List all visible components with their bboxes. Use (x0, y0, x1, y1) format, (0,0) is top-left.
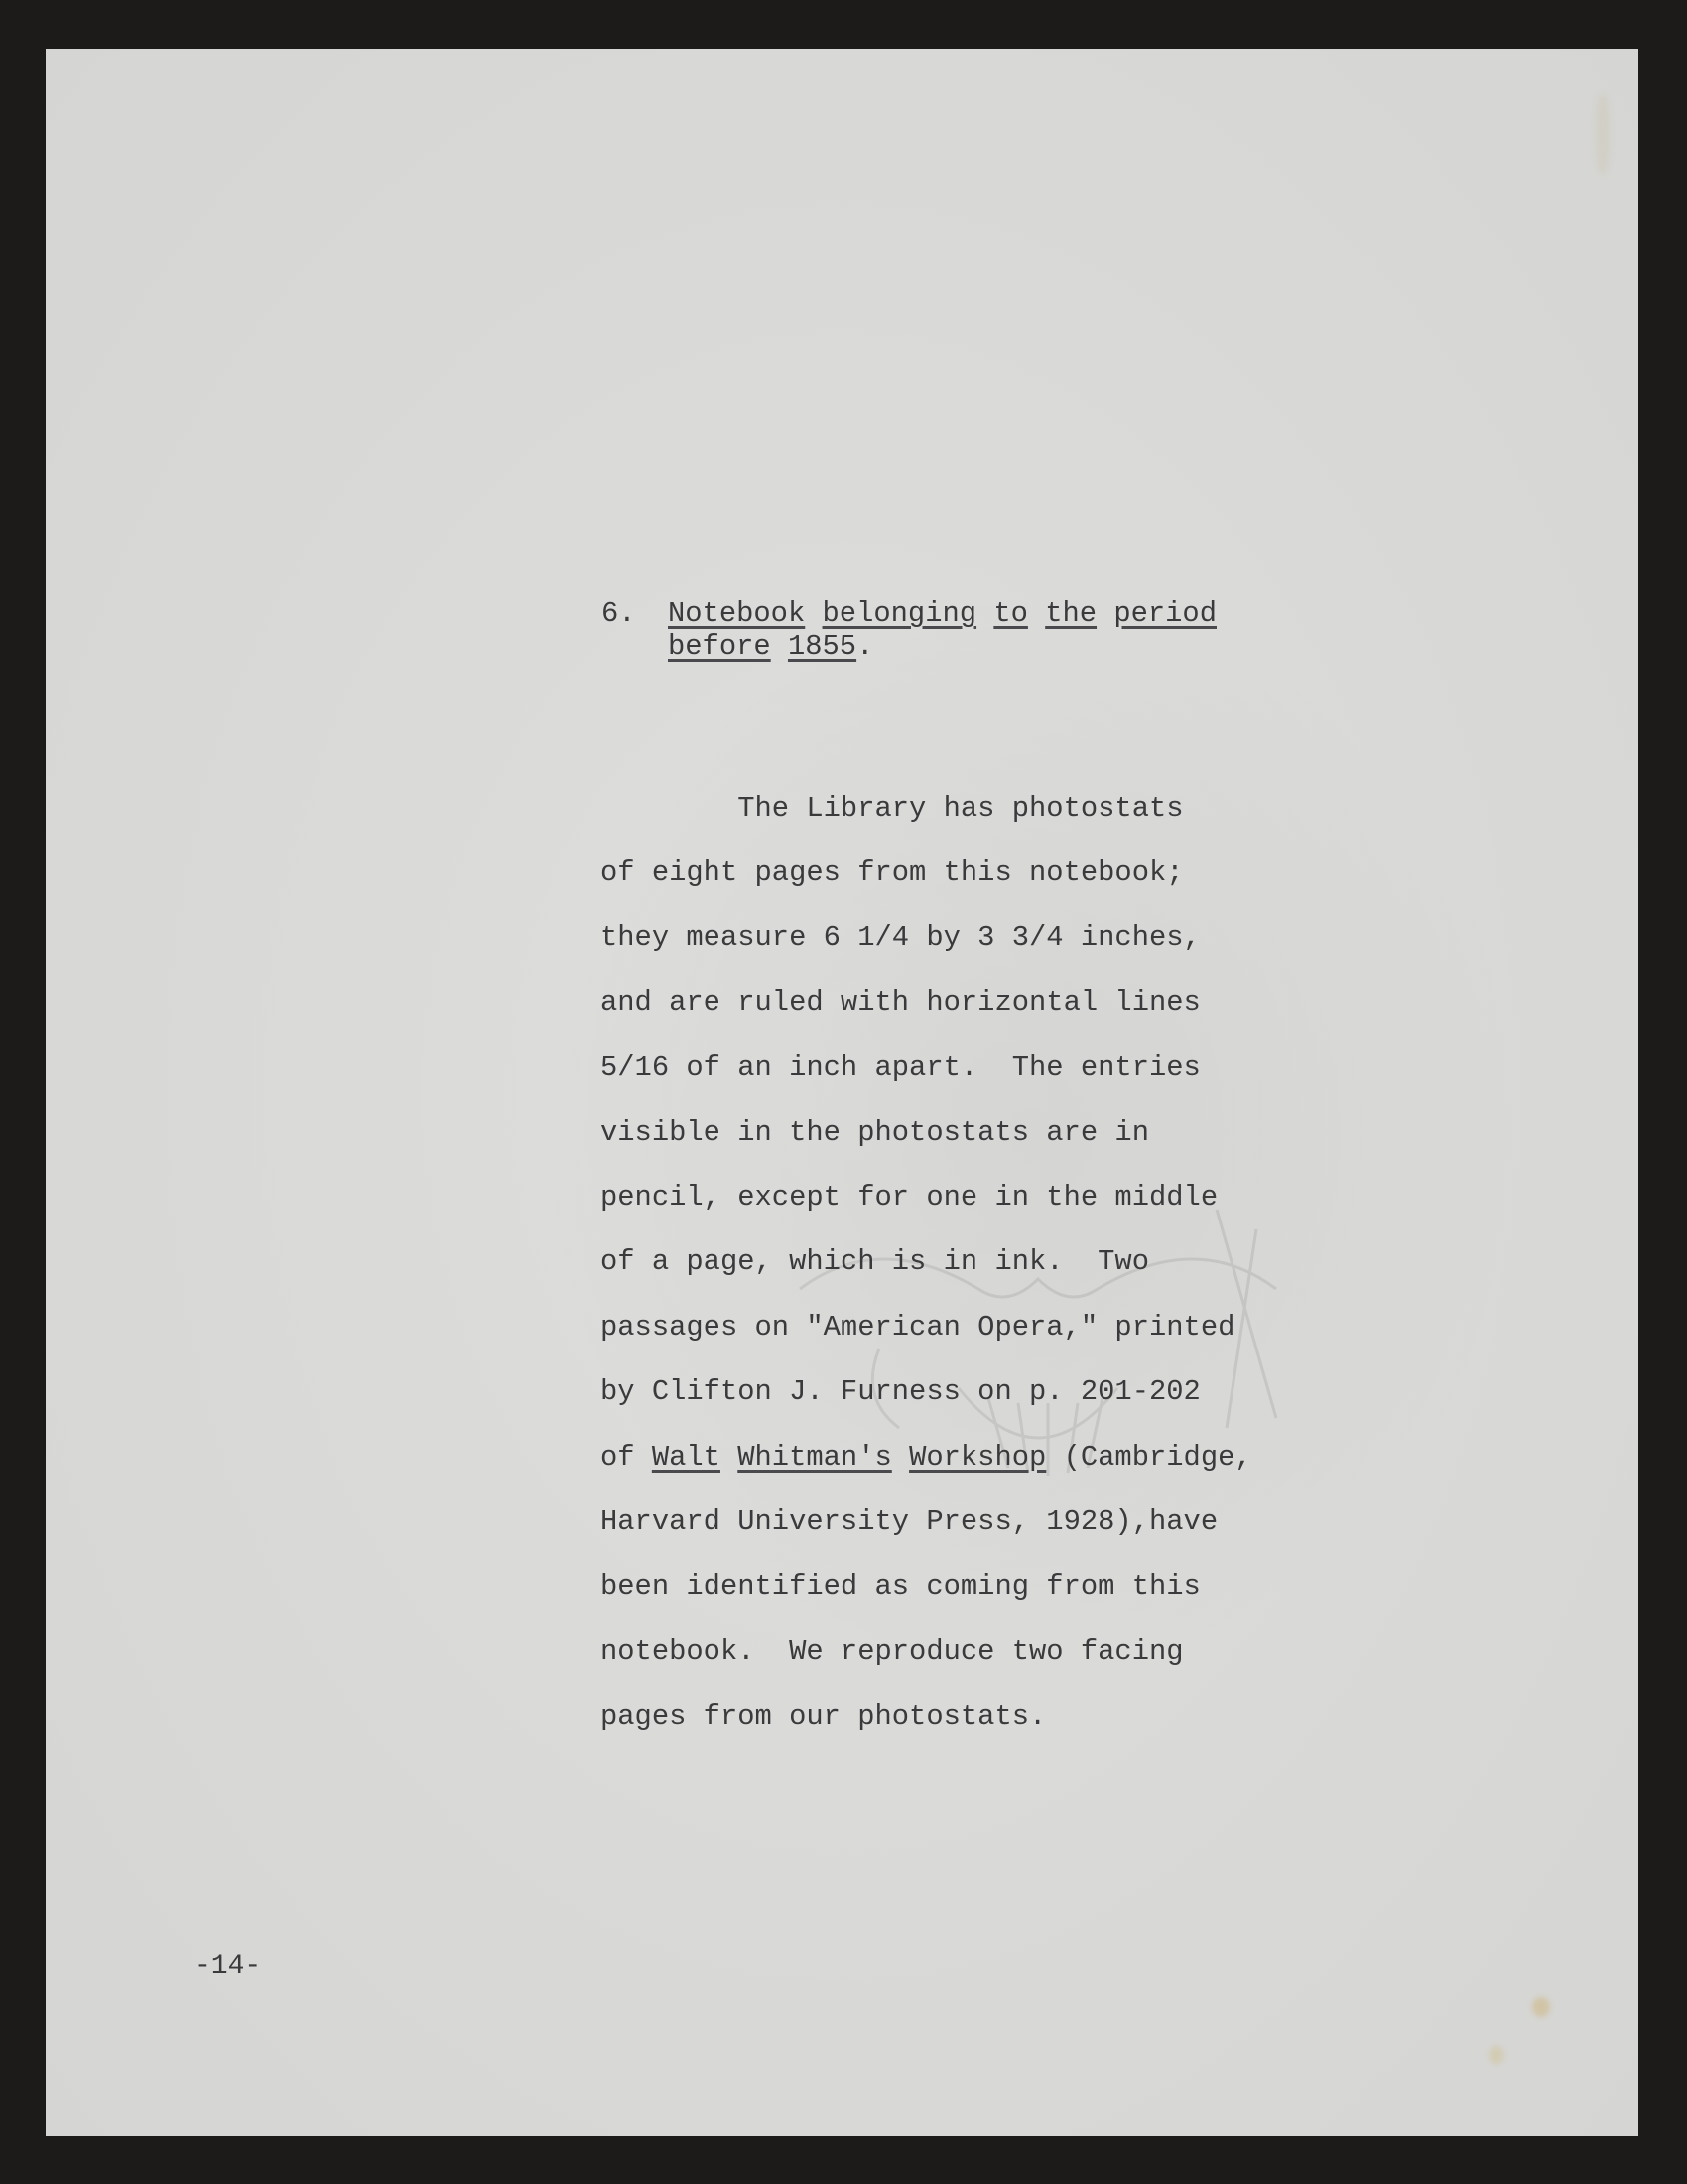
heading-word: before (668, 629, 771, 663)
body-line: Harvard University Press, 1928),have (600, 1505, 1219, 1538)
section-number: 6. (601, 597, 636, 630)
citation-prefix: of (600, 1440, 652, 1474)
body-line: visible in the photostats are in (600, 1115, 1149, 1149)
body-line: of a page, which is in ink. Two (600, 1245, 1149, 1279)
body-paragraph (600, 760, 1252, 1766)
body-line: by Clifton J. Furness on p. 201-202 (600, 1375, 1201, 1409)
body-line: The Library has photostats (600, 791, 1184, 825)
body-line: pencil, except for one in the middle (600, 1181, 1219, 1215)
heading-word: 1855 (787, 629, 857, 663)
paper-stain (1596, 94, 1610, 174)
heading-word: to (993, 597, 1028, 630)
body-line: of eight pages from this notebook; (600, 856, 1184, 890)
citation-suffix: (Cambridge, (1046, 1440, 1252, 1474)
heading-word: period (1113, 597, 1217, 630)
page-number: -14- (195, 1951, 262, 1982)
paper-stain (1532, 1997, 1550, 2017)
book-title-word: Whitman's (737, 1440, 892, 1474)
heading-word: belonging (822, 597, 977, 630)
body-line: 5/16 of an inch apart. The entries (600, 1051, 1201, 1085)
heading-word: the (1045, 597, 1098, 630)
book-title-word: Walt (651, 1440, 720, 1474)
heading-period: . (856, 629, 874, 663)
body-line: been identified as coming from this (600, 1570, 1201, 1604)
paper-stain (1489, 2046, 1504, 2064)
heading-word: Notebook (668, 597, 806, 630)
section-heading (668, 598, 1217, 663)
body-line: notebook. We reproduce two facing (600, 1634, 1184, 1668)
body-line: they measure 6 1/4 by 3 3/4 inches, (600, 921, 1201, 955)
body-line: passages on "American Opera," printed (600, 1310, 1235, 1344)
body-line: pages from our photostats. (600, 1700, 1047, 1734)
citation-line (600, 1442, 1252, 1475)
book-title-word: Workshop (909, 1440, 1047, 1474)
body-line: and are ruled with horizontal lines (600, 985, 1201, 1019)
